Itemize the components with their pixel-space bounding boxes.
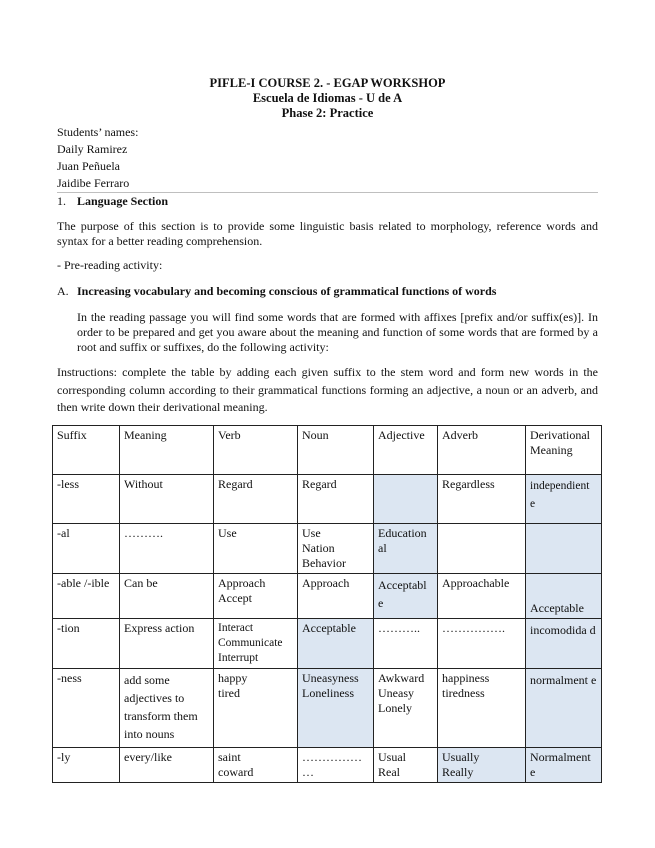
suffix-cell: -ly <box>53 748 120 783</box>
cell-line: Approachable <box>442 576 510 590</box>
cell-line: Interact <box>218 622 254 634</box>
student-name: Juan Peñuela <box>57 159 120 173</box>
cell-line: Communicate <box>218 637 283 649</box>
header-cell: Derivational Meaning <box>526 426 602 475</box>
noun-cell <box>298 574 374 619</box>
noun-cell <box>298 524 374 574</box>
phase-title: Phase 2: Practice <box>281 106 374 120</box>
adverb-cell <box>438 574 526 619</box>
header-cell: Adjective <box>374 426 438 475</box>
verb-cell <box>214 669 298 748</box>
noun-cell <box>298 619 374 669</box>
cell-line: saint <box>218 750 241 764</box>
reading-paragraph: In the reading passage you will find some words that are formed with affixes [prefix and/or suffix(es)]. In order to be prepared and get you aware about the meaning and function of some words that are formed by a root and suffix or suffixes, do the following activity: <box>77 310 598 354</box>
cell-line: Uneasyness <box>302 671 359 685</box>
subsection-letter: A. <box>57 284 69 298</box>
meaning-cell: Can be <box>120 574 214 619</box>
section-number: 1. <box>57 194 66 208</box>
cell-line: Approach <box>218 576 266 590</box>
cell-line: Usual <box>378 750 406 764</box>
noun-cell <box>298 475 374 524</box>
cell-line: Use <box>302 526 321 540</box>
cell-line: Usually <box>442 750 480 764</box>
table-row <box>53 524 602 574</box>
table-row <box>53 669 602 748</box>
adverb-cell <box>438 524 526 574</box>
adjective-cell: Education al <box>374 524 438 574</box>
cell-line: …………… <box>302 750 362 764</box>
cell-line: Awkward <box>378 671 425 685</box>
suffix-cell: -al <box>53 524 120 574</box>
cell-line: ……….. <box>378 621 420 635</box>
meaning-cell: every/like <box>120 748 214 783</box>
section-heading <box>57 193 168 209</box>
table-row <box>53 475 602 524</box>
table-header-row <box>53 426 602 475</box>
adverb-cell <box>438 748 526 783</box>
course-title: PIFLE-I COURSE 2. - EGAP WORKSHOP <box>209 76 446 90</box>
students-label: Students’ names: <box>57 125 139 139</box>
cell-line: Regard <box>218 477 253 491</box>
cell-line: Behavior <box>302 556 346 570</box>
cell-line: tiredness <box>442 686 485 700</box>
noun-cell <box>298 748 374 783</box>
verb-cell <box>214 619 298 669</box>
suffix-cell: -ness <box>53 669 120 748</box>
instructions-paragraph: Instructions: complete the table by adding each given suffix to the stem word and form new words in the corresponding column according to their grammatical functions forming an adjective, a noun or an adverb, and then write down their derivational meaning. <box>57 365 598 414</box>
cell-line: Really <box>442 765 474 779</box>
table-row <box>53 574 602 619</box>
table-row <box>53 748 602 783</box>
meaning-cell: ………. <box>120 524 214 574</box>
header-cell: Suffix <box>53 426 120 475</box>
adjective-cell <box>374 475 438 524</box>
subsection-heading <box>57 284 496 299</box>
cell-line: … <box>302 765 314 779</box>
cell-line: Interrupt <box>218 652 259 664</box>
cell-line: happy <box>218 671 248 685</box>
derivational-cell: normalment e <box>526 669 602 748</box>
cell-line: coward <box>218 765 254 779</box>
header-cell: Noun <box>298 426 374 475</box>
section-title: Language Section <box>77 194 169 208</box>
meaning-cell: add some adjectives to transform them into nouns <box>120 669 214 748</box>
cell-line: Uneasy <box>378 686 414 700</box>
derivational-cell: independient e <box>526 475 602 524</box>
cell-line: Acceptable <box>302 621 356 635</box>
table-row <box>53 619 602 669</box>
cell-line: Regard <box>302 477 337 491</box>
verb-cell <box>214 475 298 524</box>
suffix-cell: -tion <box>53 619 120 669</box>
cell-line: Real <box>378 765 400 779</box>
cell-line: Loneliness <box>302 686 354 700</box>
suffix-cell: -able /-ible <box>53 574 120 619</box>
cell-line: ……………. <box>442 621 505 635</box>
cell-line: Accept <box>218 591 252 605</box>
cell-line: Lonely <box>378 701 412 715</box>
derivational-cell: Acceptable <box>526 574 602 619</box>
purpose-paragraph: The purpose of this section is to provide some linguistic basis related to morphology, reference words and syntax for a better reading comprehension. <box>57 219 598 248</box>
document-header <box>0 76 655 121</box>
cell-line: Approach <box>302 576 350 590</box>
suffix-table <box>52 425 602 783</box>
students-block <box>57 124 138 192</box>
header-cell: Meaning <box>120 426 214 475</box>
adverb-cell <box>438 619 526 669</box>
verb-cell <box>214 748 298 783</box>
cell-line: happiness <box>442 671 490 685</box>
student-name: Jaidibe Ferraro <box>57 176 130 190</box>
derivational-cell: incomodida d <box>526 619 602 669</box>
student-name: Daily Ramirez <box>57 142 128 156</box>
derivational-cell <box>526 524 602 574</box>
cell-line: Regardless <box>442 477 495 491</box>
adverb-cell <box>438 475 526 524</box>
header-cell: Adverb <box>438 426 526 475</box>
meaning-cell: Without <box>120 475 214 524</box>
derivational-cell: Normalment e <box>526 748 602 783</box>
adjective-cell <box>374 669 438 748</box>
adjective-cell <box>374 748 438 783</box>
meaning-cell: Express action <box>120 619 214 669</box>
verb-cell <box>214 574 298 619</box>
verb-cell <box>214 524 298 574</box>
suffix-cell: -less <box>53 475 120 524</box>
adjective-cell: Acceptabl e <box>374 574 438 619</box>
subsection-title: Increasing vocabulary and becoming conscious of grammatical functions of words <box>77 284 497 298</box>
noun-cell <box>298 669 374 748</box>
pre-reading-label: - Pre-reading activity: <box>57 258 163 272</box>
cell-line: Nation <box>302 541 335 555</box>
header-cell: Verb <box>214 426 298 475</box>
cell-line: Use <box>218 526 237 540</box>
school-name: Escuela de Idiomas - U de A <box>252 91 403 105</box>
adverb-cell <box>438 669 526 748</box>
cell-line: tired <box>218 686 240 700</box>
adjective-cell <box>374 619 438 669</box>
